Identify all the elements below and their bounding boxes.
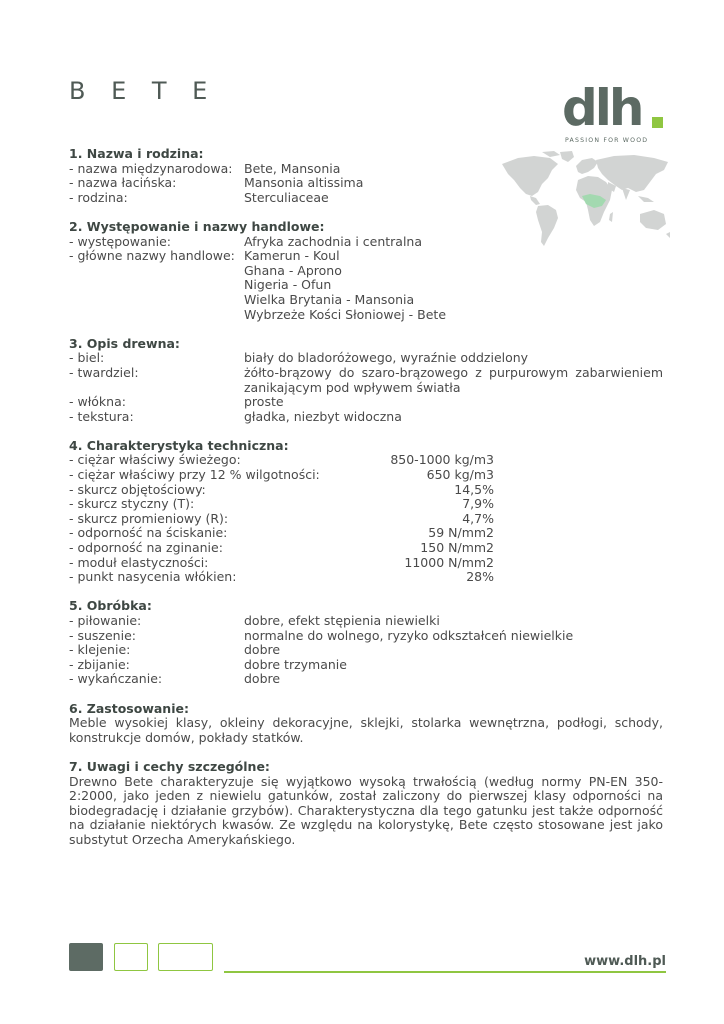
- field-label: - zbijanie:: [69, 656, 130, 672]
- section-technical: [69, 439, 663, 585]
- field-value: 11000 N/mm2: [404, 554, 494, 570]
- field-label: - twardziel:: [69, 364, 139, 380]
- field-value: proste: [244, 394, 284, 410]
- field-value: dobre: [244, 642, 281, 658]
- field-value: 850-1000 kg/m3: [390, 452, 494, 468]
- field-label: - piłowanie:: [69, 613, 142, 628]
- section-name-family: [69, 147, 663, 205]
- section-heading: 7. Uwagi i cechy szczególne:: [69, 758, 270, 774]
- field-label: - włókna:: [69, 394, 126, 410]
- field-value: Kamerun - Koul: [244, 248, 340, 264]
- field-label: - ciężar właściwy świeżego:: [69, 452, 241, 468]
- section-wood-description: [69, 337, 663, 425]
- field-label: - moduł elastyczności:: [69, 554, 209, 570]
- section-remarks: [69, 760, 663, 848]
- field-value: Wielka Brytania - Mansonia: [244, 291, 415, 307]
- field-value: Nigeria - Ofun: [244, 277, 332, 293]
- field-label: - wykańczanie:: [69, 671, 163, 687]
- field-value: Bete, Mansonia: [244, 160, 341, 176]
- field-label: - biel:: [69, 350, 105, 366]
- field-label: - skurcz styczny (T):: [69, 496, 195, 512]
- section-occurrence: [69, 220, 663, 322]
- field-label: - klejenie:: [69, 642, 131, 658]
- field-value: Sterculiaceae: [244, 189, 329, 205]
- field-label: - tekstura:: [69, 408, 134, 424]
- field-label: - nazwa łacińska:: [69, 175, 177, 191]
- field-label: - odporność na ściskanie:: [69, 525, 228, 541]
- field-value: Ghana - Aprono: [244, 262, 342, 278]
- field-value: gładka, niezbyt widoczna: [244, 408, 402, 424]
- section-heading: 3. Opis drewna:: [69, 335, 180, 351]
- field-label: [69, 264, 244, 279]
- footer-rule: [224, 971, 666, 973]
- field-value: dobre: [244, 671, 281, 687]
- field-value: normalne do wolnego, ryzyko odkształceń niewielkie: [244, 627, 574, 643]
- section-paragraph: Drewno Bete charakteryzuje się wyjątkowo wysoką trwałością (według normy PN-EN 350-2:2000, jako jeden z niewielu gatunków, został zaliczony do pierwszej klasy odporności na biodegradację i działanie grzybów). Charakterystyczna dla tego gatunku jest także odporność na działanie niektórych kwasów. Ze względu na kolorystykę, Bete często stosowane jest jako substytut Orzecha Amerykańskiego.: [69, 773, 663, 847]
- field-label: - nazwa międzynarodowa:: [69, 160, 233, 176]
- logo-dot: [652, 117, 663, 128]
- page-title: B E T E: [69, 77, 217, 105]
- field-value: Mansonia altissima: [244, 175, 364, 191]
- field-label: [69, 293, 244, 308]
- field-value: 14,5%: [454, 481, 494, 497]
- section-application: [69, 702, 663, 746]
- field-label: - punkt nasycenia włókien:: [69, 569, 237, 585]
- field-label: - suszenie:: [69, 627, 136, 643]
- field-value: Afryka zachodnia i centralna: [244, 233, 423, 249]
- field-value: żółto-brązowy do szaro-brązowego z purpurowym zabarwieniem zanikającym pod wpływem światła: [244, 364, 663, 395]
- field-value: Wybrzeże Kości Słoniowej - Bete: [244, 306, 447, 322]
- field-value: 4,7%: [462, 510, 494, 526]
- footer-square-filled: [69, 943, 103, 971]
- logo-tagline: PASSION FOR WOOD: [565, 137, 649, 144]
- section-heading: 4. Charakterystyka techniczna:: [69, 437, 289, 453]
- field-value: 59 N/mm2: [428, 525, 494, 541]
- section-heading: 6. Zastosowanie:: [69, 700, 189, 716]
- field-value: dobre trzymanie: [244, 656, 347, 672]
- footer-rect-outline: [158, 943, 213, 971]
- footer-square-outline: [114, 943, 148, 971]
- field-value: 650 kg/m3: [426, 467, 494, 483]
- section-heading: 5. Obróbka:: [69, 598, 152, 614]
- field-label: [69, 308, 244, 323]
- field-value: 7,9%: [462, 496, 494, 512]
- field-label: - główne nazwy handlowe:: [69, 248, 235, 264]
- field-label: - rodzina:: [69, 189, 128, 205]
- field-label: - ciężar właściwy przy 12 % wilgotności:: [69, 467, 320, 483]
- section-processing: [69, 599, 663, 687]
- field-label: - odporność na zginanie:: [69, 540, 223, 556]
- field-label: [69, 278, 244, 293]
- dlh-logo: [562, 79, 666, 146]
- section-paragraph: Meble wysokiej klasy, okleiny dekoracyjne, sklejki, stolarka wewnętrzna, podłogi, schody, konstrukcje domów, pokłady statków.: [69, 715, 663, 745]
- field-label: - skurcz promieniowy (R):: [69, 510, 229, 526]
- section-heading: 1. Nazwa i rodzina:: [69, 146, 204, 161]
- field-label: - występowanie:: [69, 233, 171, 249]
- logo-wordmark: dlh: [562, 79, 642, 137]
- field-value: 28%: [466, 569, 494, 585]
- field-label: - skurcz objętościowy:: [69, 481, 206, 497]
- field-value: biały do bladoróżowego, wyraźnie oddzielony: [244, 350, 529, 366]
- website-link[interactable]: www.dlh.pl: [584, 954, 666, 969]
- species-sheet: [69, 147, 663, 862]
- field-value: 150 N/mm2: [420, 540, 494, 556]
- section-heading: 2. Występowanie i nazwy handlowe:: [69, 218, 325, 234]
- field-value: dobre, efekt stępienia niewielki: [244, 613, 440, 628]
